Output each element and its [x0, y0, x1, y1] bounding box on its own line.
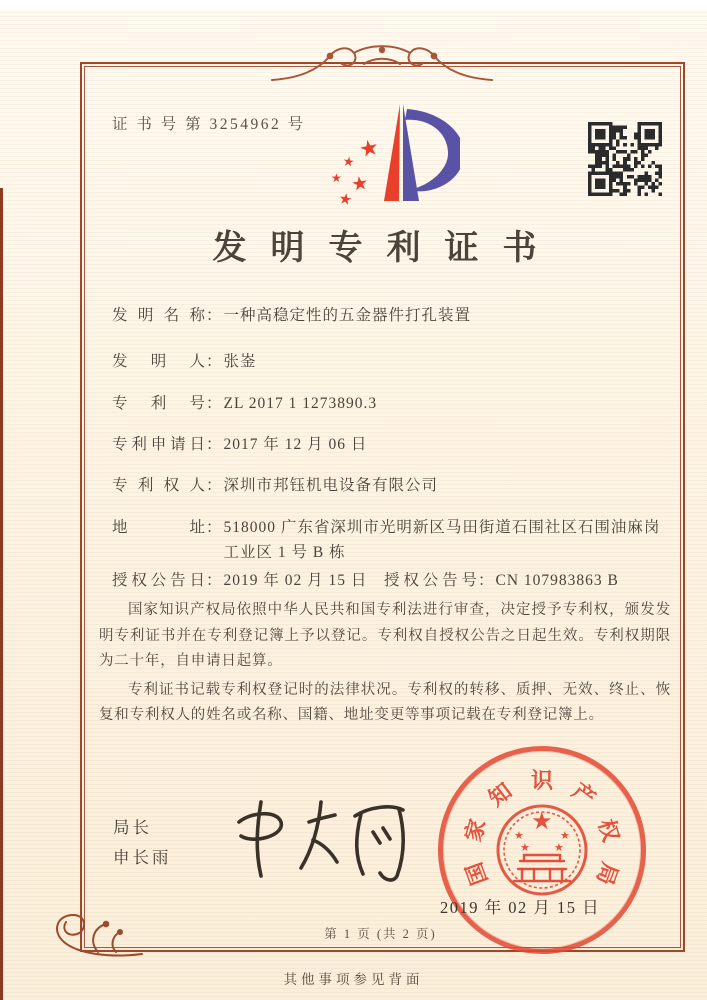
field-row-patent-number [112, 391, 377, 416]
qr-code-icon [588, 122, 662, 196]
seal-character: 产 [567, 777, 601, 812]
field-colon: ： [206, 572, 222, 589]
grant-date-value: 2019 年 02 月 15 日 [223, 572, 368, 589]
svg-text:★: ★ [356, 134, 382, 164]
field-row-inventor [112, 349, 257, 374]
seal-character: 家 [460, 816, 491, 845]
svg-text:★: ★ [349, 171, 370, 196]
signer-name: 申长雨 [113, 848, 172, 867]
field-label: 专利号 [112, 395, 206, 412]
page-title: 发明专利证书 [212, 230, 561, 267]
field-colon: ： [206, 519, 222, 536]
field-row-address [112, 515, 676, 565]
field-label: 地址 [112, 519, 206, 536]
seal-character: 国 [461, 859, 493, 889]
svg-text:★: ★ [531, 807, 553, 835]
field-label: 发明人 [112, 353, 206, 370]
field-colon: ： [206, 307, 222, 324]
field-colon: ： [478, 572, 494, 589]
field-row-filing-date [112, 432, 367, 457]
seal-national-emblem [494, 795, 590, 905]
field-label: 专利申请日 [112, 436, 206, 453]
svg-text:★: ★ [341, 154, 356, 171]
seal-character: 知 [483, 777, 517, 812]
scan-edge-left [0, 188, 3, 1000]
svg-text:★: ★ [337, 189, 354, 208]
svg-text:★: ★ [331, 171, 342, 185]
field-value: ZL 2017 1 1273890.3 [223, 395, 378, 412]
field-value: 深圳市邦钰机电设备有限公司 [223, 477, 439, 494]
seal-character: 权 [593, 816, 624, 845]
field-row-invention-name [112, 303, 471, 328]
field-value: 518000 广东省深圳市光明新区马田街道石围社区石围油麻岗工业区 1 号 B 栋 [223, 519, 661, 561]
svg-text:★: ★ [520, 841, 530, 854]
field-label: 授权公告日 [112, 572, 206, 589]
page-indicator: 第 1 页 (共 2 页) [324, 927, 437, 941]
svg-text:★: ★ [514, 829, 524, 842]
grant-number-group [384, 568, 619, 593]
legal-paragraph-1: 国家知识产权局依照中华人民共和国专利法进行审查，决定授予专利权，颁发发明专利证书并在专利登记簿上予以登记。专利权自授权公告之日起生效。专利权期限为二十年，自申请日起算。 [99, 602, 671, 669]
field-colon: ： [206, 395, 222, 412]
field-value: 一种高稳定性的五金器件打孔装置 [223, 307, 472, 324]
field-value: 2017 年 12 月 06 日 [223, 436, 368, 453]
field-colon: ： [206, 353, 222, 370]
signature-icon [205, 792, 410, 890]
field-colon: ： [206, 436, 222, 453]
grant-date-group [112, 568, 367, 593]
svg-text:★: ★ [554, 841, 564, 854]
svg-text:★: ★ [560, 829, 570, 842]
seal-character: 识 [530, 768, 553, 793]
seal-character: 局 [591, 859, 623, 889]
grant-number-value: CN 107983863 B [495, 572, 619, 589]
patent-logo-icon [315, 100, 460, 208]
field-row-patentee [112, 473, 438, 498]
signer-title: 局长 [113, 818, 152, 837]
logo-spike-red [384, 104, 400, 201]
certificate-number: 证 书 号 第 3254962 号 [112, 116, 306, 133]
field-label: 专利权人 [112, 477, 206, 494]
official-seal-icon [438, 746, 646, 954]
field-value: 张崟 [223, 353, 257, 370]
legal-text-block [99, 598, 671, 732]
field-label: 授权公告号 [384, 572, 478, 589]
seal-date: 2019 年 02 月 15 日 [440, 898, 601, 917]
field-colon: ： [206, 477, 222, 494]
scan-edge-top [0, 0, 707, 9]
legal-paragraph-2: 专利证书记载专利权登记时的法律状况。专利权的转移、质押、无效、终止、恢复和专利权人的姓名或名称、国籍、地址变更等事项记载在专利登记簿上。 [99, 681, 671, 723]
field-label: 发明名称 [112, 307, 206, 324]
footer-note: 其他事项参见背面 [283, 972, 424, 987]
